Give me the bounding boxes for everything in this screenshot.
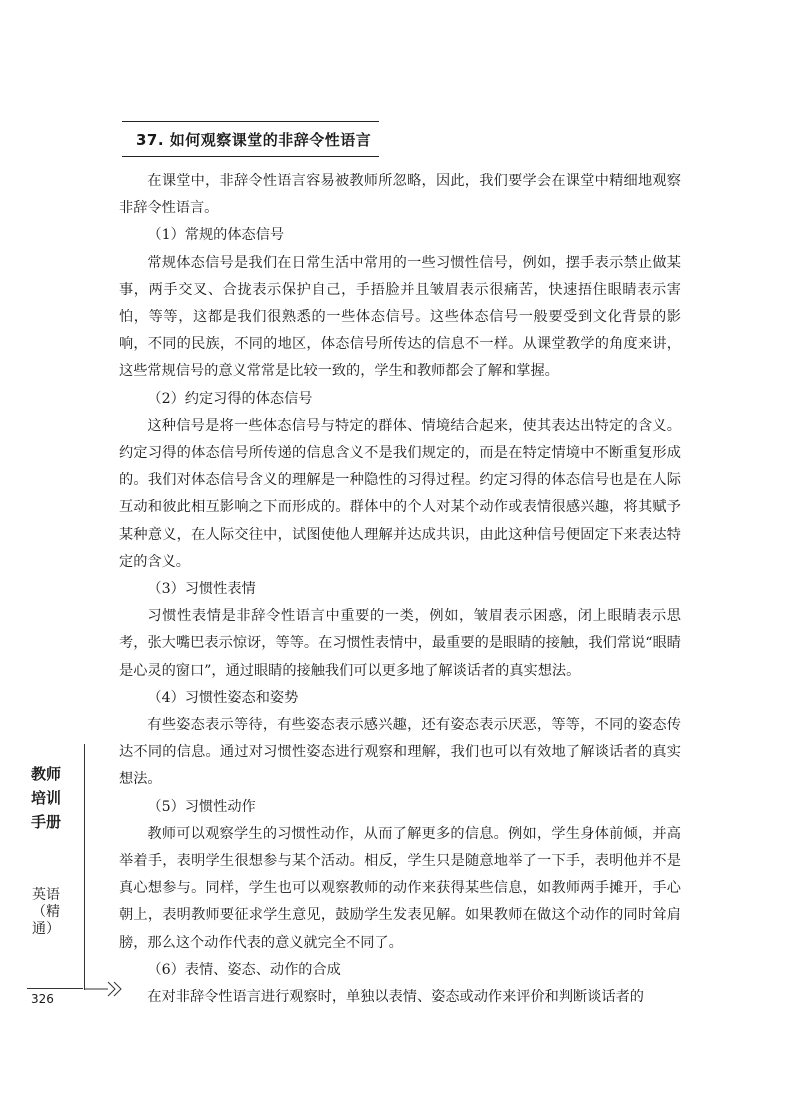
chevron-right-icon [84,981,122,997]
paragraph: 常规体态信号是我们在日常生活中常用的一些习惯性信号，例如，摆手表示禁止做某事，两手交叉、合拢表示保护自己，手捂脸并且皱眉表示很痛苦，快速捂住眼睛表示害怕，等等，这都是我们很熟悉的一些体态信号。这些体态信号一般要受到文化背景的影响，不同的民族，不同的地区，体态信号所传达的信息不一样。从课堂教学的角度来讲，这些常规信号的意义常常是比较一致的，学生和教师都会了解和掌握。 [119,254,681,380]
heading-bottom-rule [122,156,379,157]
paragraph: 教师可以观察学生的习惯性动作，从而了解更多的信息。例如，学生身体前倾，并高举着手，表明学生很想参与某个活动。相反，学生只是随意地举了一下手，表明他并不是真心想参与。同样，学生也可以观察教师的动作来获得某些信息，如教师两手摊开，手心朝上，表明教师要征求学生意见，鼓励学生发表见解。如果教师在做这个动作的同时耸肩膀，那么这个动作代表的意义就完全不同了。 [119,825,681,951]
paragraph: 有些姿态表示等待，有些姿态表示感兴趣，还有姿态表示厌恶，等等，不同的姿态传达不同的信息。通过对习惯性姿态进行观察和理解，我们也可以有效地了解谈话者的真实想法。 [119,717,681,788]
section-heading: 37. 如何观察课堂的非辞令性语言 [136,131,372,149]
subsection-heading: （2）约定习得的体态信号 [147,390,313,407]
paragraph: 在对非辞令性语言进行观察时，单独以表情、姿态或动作来评价和判断谈话者的 [147,989,644,1006]
paragraph: 在课堂中，非辞令性语言容易被教师所忽略，因此，我们要学会在课堂中精细地观察非辞令性语言。 [119,173,681,217]
book-title: 教师培训手册 [30,765,61,831]
subsection-heading: （1）常规的体态信号 [147,227,285,244]
body-text [119,168,681,1011]
section-heading-block [122,121,379,157]
book-subtitle: 英语（精通） [32,887,60,937]
paragraph: 习惯性表情是非辞令性语言中重要的一类，例如，皱眉表示困惑，闭上眼睛表示思考，张大嘴巴表示惊讶，等等。在习惯性表情中，最重要的是眼睛的接触，我们常说“眼睛是心灵的窗口”，通过眼睛的接触我们可以更多地了解谈话者的真实想法。 [119,608,681,679]
paragraph: 这种信号是将一些体态信号与特定的群体、情境结合起来，使其表达出特定的含义。约定习得的体态信号所传递的信息含义不是我们规定的，而是在特定情境中不断重复形成的。我们对体态信号含义的理解是一种隐性的习得过程。约定习得的体态信号也是在人际互动和彼此相互影响之下而形成的。群体中的个人对某个动作或表情很感兴趣，将其赋予某种意义，在人际交往中，试图使他人理解并达成共识，由此这种信号便固定下来表达特定的含义。 [119,417,681,570]
page-number: 326 [31,992,54,1006]
subsection-heading: （6）表情、姿态、动作的合成 [147,961,341,978]
subsection-heading: （4）习惯性姿态和姿势 [147,689,299,706]
sidebar-bottom-rule [27,988,83,989]
subsection-heading: （5）习惯性动作 [147,798,256,815]
sidebar-vertical-line [84,744,85,990]
subsection-heading: （3）习惯性表情 [147,581,256,598]
